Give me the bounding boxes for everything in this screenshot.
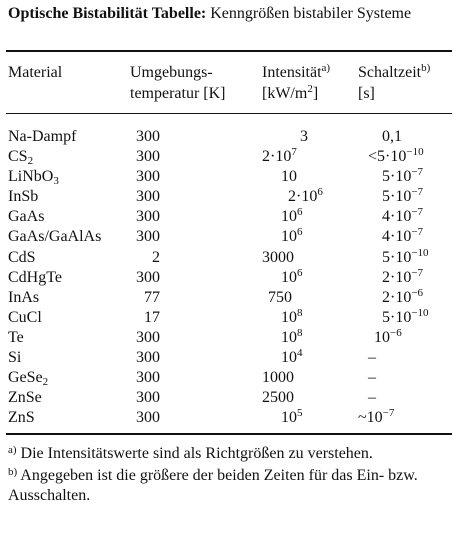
switching-value: ~10	[358, 409, 383, 427]
intensity-exponent: 6	[297, 226, 303, 239]
cell-temperature: 300	[136, 328, 160, 346]
cell-material	[8, 147, 33, 167]
intensity-exponent: 8	[297, 326, 303, 339]
cell-switching-time	[382, 308, 429, 328]
material-name: InSb	[8, 188, 39, 206]
cell-temperature: 300	[136, 349, 160, 367]
cell-temperature: 300	[136, 148, 160, 166]
table-row	[0, 388, 458, 408]
cell-material	[8, 248, 36, 268]
intensity-value: 10	[281, 228, 297, 246]
bottom-rule	[6, 433, 452, 435]
switching-value: 2·10	[382, 288, 412, 306]
cell-switching-time	[382, 288, 423, 308]
header-intensity-unit-post: ]	[312, 85, 319, 102]
cell-intensity	[281, 328, 303, 348]
footnote-b	[8, 462, 454, 506]
cell-material	[8, 408, 35, 428]
switching-exponent: −7	[411, 186, 424, 199]
intensity-value: 1000	[262, 369, 294, 387]
header-switching-line2: [s]	[358, 85, 375, 102]
material-name: LiNbO	[8, 168, 54, 186]
cell-switching-time	[382, 207, 423, 227]
cell-temperature: 2	[152, 248, 160, 266]
cell-material	[8, 368, 48, 388]
table-row	[0, 328, 458, 348]
caption-title: Optische Bistabilität Tabelle:	[8, 5, 207, 22]
material-subscript: 2	[27, 155, 34, 168]
switching-exponent: −7	[382, 407, 395, 420]
switching-value: <5·10	[368, 148, 407, 166]
intensity-exponent: 4	[297, 347, 303, 360]
material-name: GaAs	[8, 208, 45, 226]
table-caption	[8, 4, 452, 24]
intensity-value: 10	[281, 168, 297, 186]
cell-material	[8, 207, 44, 227]
cell-material	[8, 268, 62, 288]
switching-exponent: −6	[390, 326, 402, 339]
switching-exponent: −7	[411, 206, 424, 219]
material-name: GeSe	[8, 369, 43, 387]
intensity-exponent: 6	[317, 186, 323, 199]
intensity-value: 3000	[262, 248, 294, 266]
switching-exponent: −6	[411, 286, 424, 299]
material-name: CuCl	[8, 308, 42, 326]
intensity-value: 3	[300, 128, 308, 145]
switching-value: 2·10	[382, 268, 412, 286]
intensity-exponent: 6	[297, 266, 303, 279]
cell-material	[8, 328, 24, 348]
cell-temperature: 300	[136, 228, 160, 246]
caption-text: Kenngrößen bistabiler Systeme	[210, 5, 412, 22]
cell-intensity	[281, 268, 303, 288]
switching-value: –	[368, 369, 376, 387]
cell-intensity	[262, 248, 294, 268]
switching-value: 5·10	[382, 188, 412, 206]
intensity-exponent: 6	[297, 206, 303, 219]
material-name: GaAs/GaAlAs	[8, 228, 102, 246]
cell-switching-time	[358, 408, 394, 428]
cell-material	[8, 348, 21, 368]
intensity-exponent: 7	[291, 146, 297, 159]
switching-exponent: −7	[411, 266, 424, 279]
cell-material	[8, 388, 42, 408]
cell-temperature: 300	[136, 409, 160, 427]
cell-intensity	[268, 288, 292, 308]
table-row	[0, 308, 458, 328]
header-intensity	[262, 62, 330, 104]
table-row	[0, 268, 458, 288]
cell-temperature: 300	[136, 168, 160, 186]
cell-switching-time	[374, 328, 402, 348]
switching-exponent: −7	[411, 166, 424, 179]
header-intensity-note: a)	[321, 62, 331, 74]
cell-temperature: 300	[136, 128, 160, 145]
intensity-value: 2500	[262, 389, 294, 407]
intensity-value: 10	[281, 208, 297, 226]
cell-switching-time	[382, 127, 402, 147]
header-temperature	[130, 62, 226, 104]
footnote-a-text: Die Intensitätswerte sind als Richtgrößen zu verstehen.	[20, 445, 373, 462]
header-switching-note: b)	[421, 62, 431, 74]
switching-exponent: −10	[411, 306, 429, 319]
switching-exponent: −7	[411, 226, 424, 239]
cell-material	[8, 187, 38, 207]
material-name: CdS	[8, 248, 36, 266]
table-row	[0, 348, 458, 368]
cell-material	[8, 288, 39, 308]
cell-switching-time	[368, 348, 376, 368]
switching-exponent: −10	[406, 146, 424, 159]
material-name: Si	[8, 349, 22, 367]
material-subscript: 3	[53, 175, 59, 188]
table-row	[0, 227, 458, 247]
cell-intensity	[281, 167, 297, 187]
cell-intensity	[262, 368, 294, 388]
switching-value: 4·10	[382, 208, 412, 226]
cell-temperature: 300	[136, 389, 160, 407]
material-name: Te	[8, 328, 24, 346]
intensity-value: 10	[281, 308, 297, 326]
cell-intensity	[300, 127, 308, 147]
cell-temperature: 17	[144, 308, 160, 326]
switching-value: –	[368, 349, 376, 367]
table-row	[0, 288, 458, 308]
cell-intensity	[281, 308, 303, 328]
cell-temperature: 300	[136, 268, 160, 286]
table-row	[0, 147, 458, 167]
table-row	[0, 207, 458, 227]
footnote-b-text: Angegeben ist die größere der beiden Zeiten für das Ein- bzw. Ausschalten.	[8, 467, 418, 504]
material-name: InAs	[8, 288, 40, 306]
table-body	[0, 127, 458, 428]
intensity-value: 10	[281, 409, 297, 427]
material-name: ZnSe	[8, 389, 42, 407]
material-name: ZnS	[8, 409, 35, 427]
cell-material	[8, 127, 76, 147]
cell-intensity	[281, 227, 303, 247]
switching-value: 5·10	[382, 168, 412, 186]
table-row	[0, 127, 458, 147]
cell-switching-time	[382, 227, 423, 247]
material-name: CS	[8, 148, 28, 166]
header-material: Material	[8, 64, 63, 81]
switching-value: –	[368, 389, 376, 407]
cell-switching-time	[382, 248, 429, 268]
switching-value: 4·10	[382, 228, 412, 246]
footnote-a	[8, 440, 454, 464]
table-row	[0, 248, 458, 268]
switching-value: 0,1	[382, 128, 402, 145]
material-name: CdHgTe	[8, 268, 62, 286]
intensity-value: 10	[281, 328, 297, 346]
cell-intensity	[281, 408, 303, 428]
switching-value: 5·10	[382, 248, 412, 266]
intensity-value: 10	[281, 268, 297, 286]
cell-temperature: 77	[144, 288, 160, 306]
intensity-exponent: 5	[297, 407, 303, 420]
intensity-value: 750	[268, 288, 292, 306]
footnote-b-mark: b)	[8, 466, 18, 478]
header-switching-time	[358, 62, 430, 104]
table-row	[0, 167, 458, 187]
intensity-exponent: 8	[297, 306, 303, 319]
cell-intensity	[262, 147, 297, 167]
cell-switching-time	[382, 187, 423, 207]
switching-value: 10	[374, 328, 390, 346]
cell-intensity	[288, 187, 323, 207]
header-intensity-unit-exp: 2	[307, 83, 313, 95]
cell-temperature: 300	[136, 369, 160, 387]
header-temperature-line2: temperatur [K]	[130, 85, 226, 102]
switching-value: 5·10	[382, 308, 412, 326]
cell-intensity	[281, 348, 303, 368]
cell-switching-time	[382, 167, 423, 187]
header-temperature-line1: Umgebungs-	[130, 64, 213, 81]
header-rule	[6, 113, 452, 114]
cell-temperature: 300	[136, 208, 160, 226]
cell-material	[8, 308, 42, 328]
top-rule	[6, 50, 452, 52]
header-intensity-unit-pre: [kW/m	[262, 85, 308, 102]
intensity-value: 10	[281, 349, 297, 367]
table-row	[0, 368, 458, 388]
intensity-value: 2·10	[288, 188, 318, 206]
material-name: Na-Dampf	[8, 128, 77, 145]
material-subscript: 2	[42, 376, 49, 389]
cell-intensity	[262, 388, 294, 408]
cell-switching-time	[368, 368, 376, 388]
switching-exponent: −10	[411, 246, 429, 259]
footnote-a-mark: a)	[8, 444, 17, 456]
cell-intensity	[281, 207, 303, 227]
cell-material	[8, 227, 101, 247]
header-intensity-line1: Intensität	[262, 64, 322, 81]
table-row	[0, 408, 458, 428]
cell-switching-time	[382, 268, 423, 288]
cell-temperature: 300	[136, 188, 160, 206]
header-switching-line1: Schaltzeit	[358, 64, 422, 81]
intensity-value: 2·10	[262, 148, 292, 166]
cell-switching-time	[368, 147, 424, 167]
cell-switching-time	[368, 388, 376, 408]
table-row	[0, 187, 458, 207]
cell-material	[8, 167, 59, 187]
